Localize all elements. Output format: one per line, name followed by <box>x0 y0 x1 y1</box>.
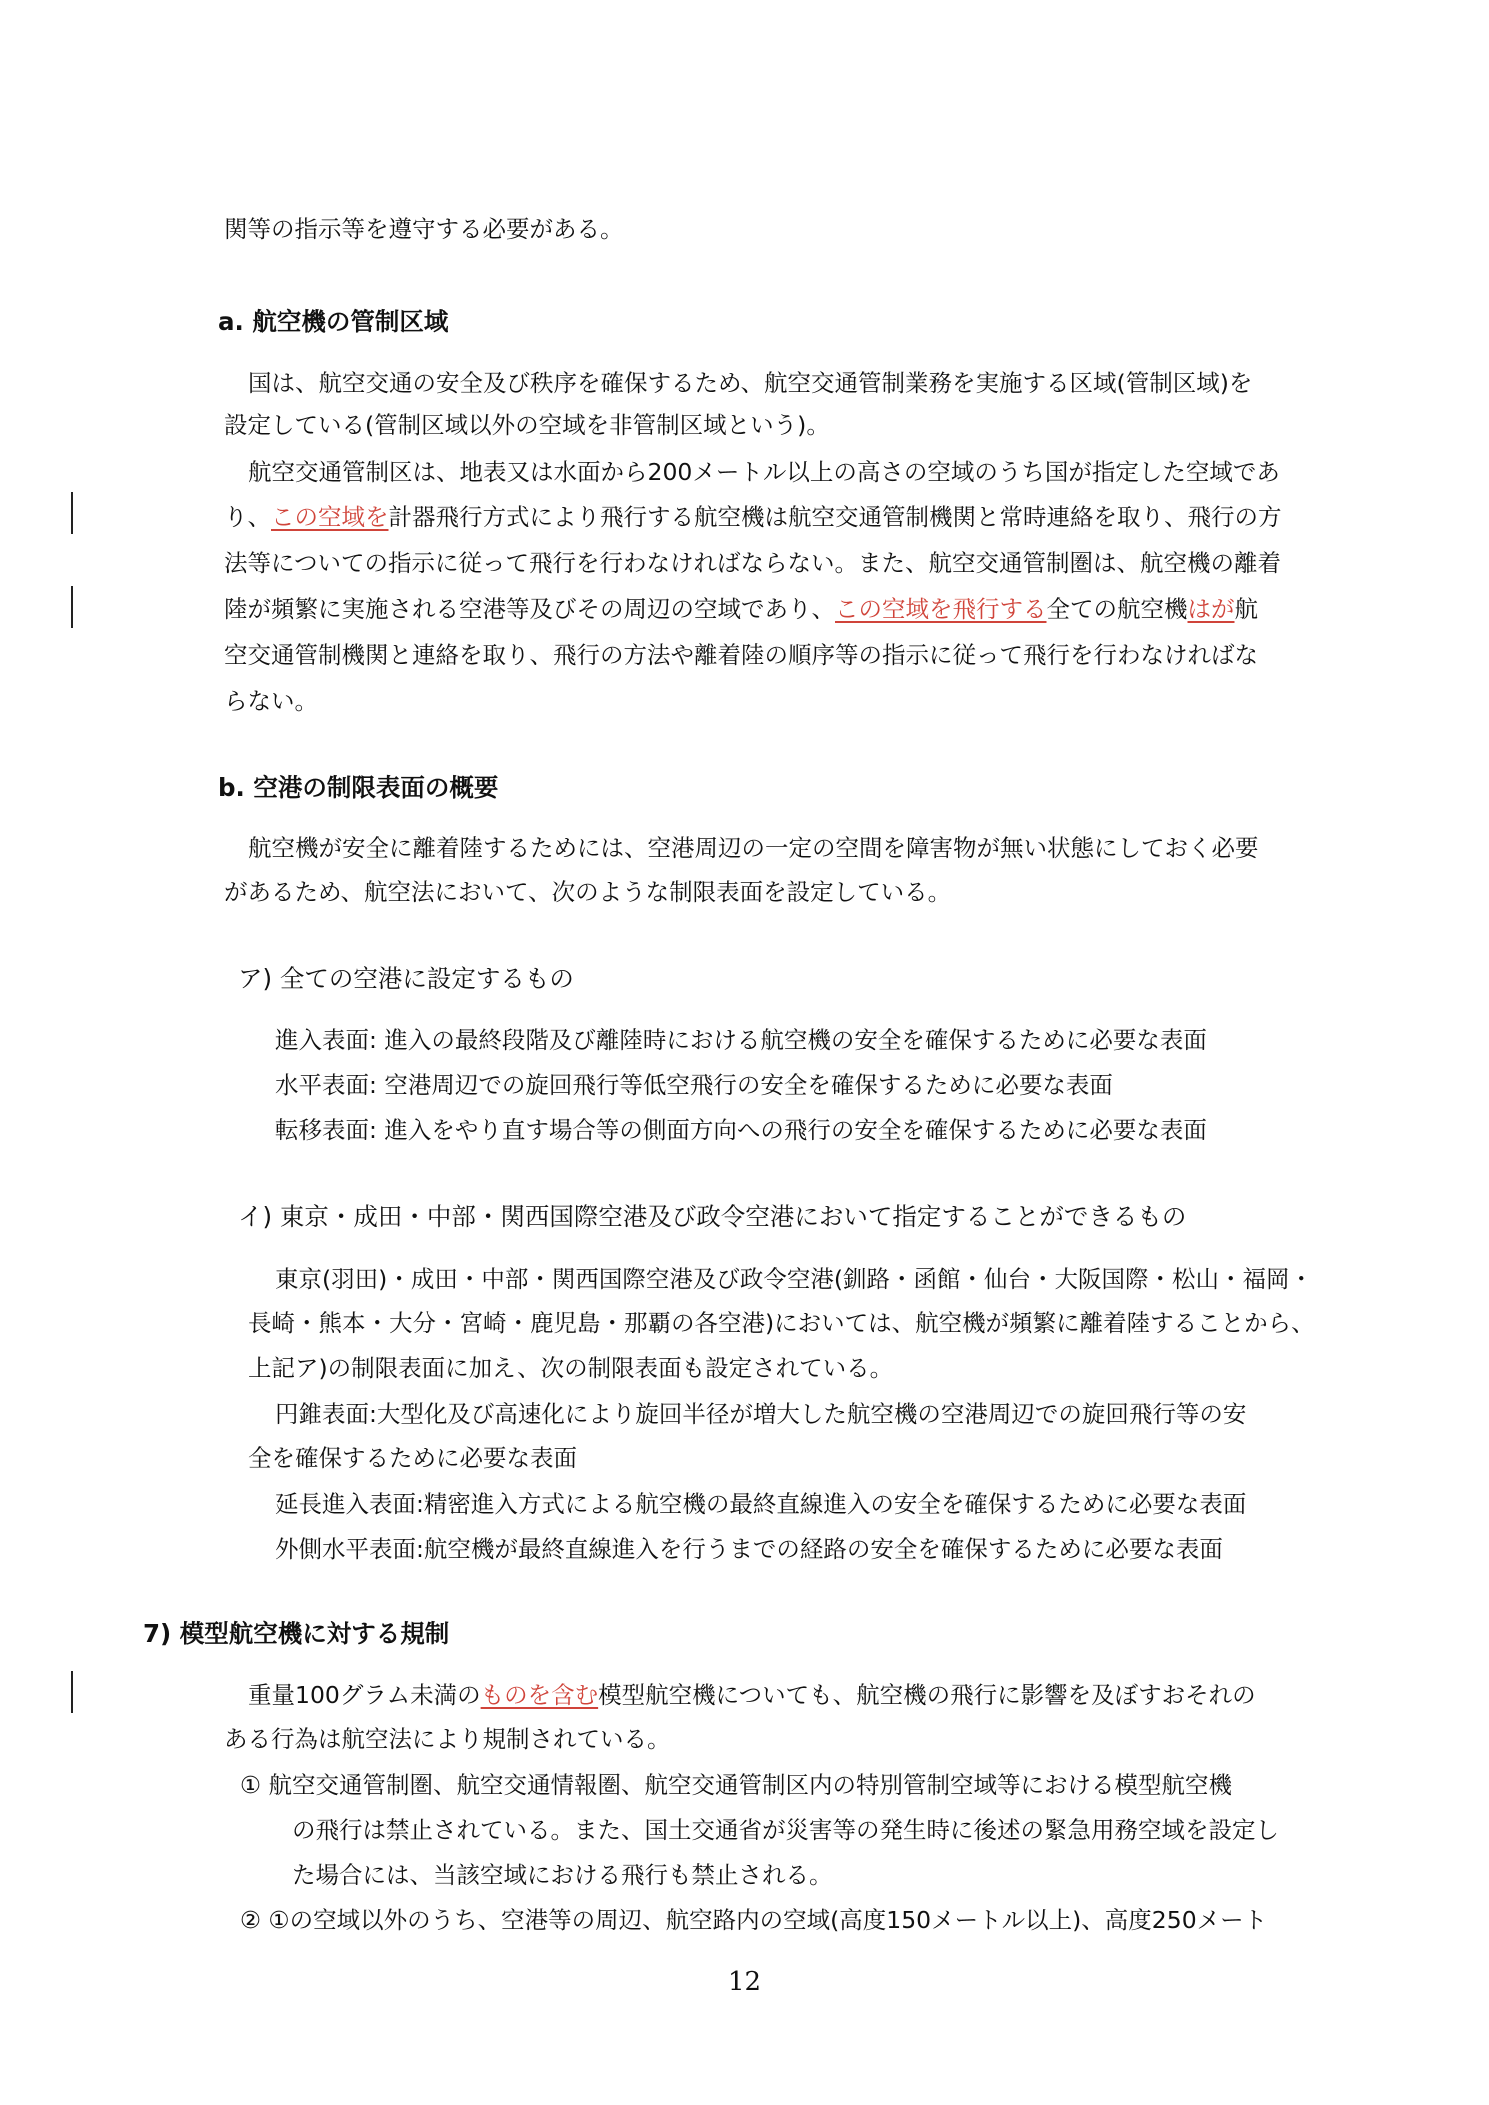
text-line: 空交通管制機関と連絡を取り、飛行の方法や離着陸の順序等の指示に従って飛行を行わなければな <box>224 641 1258 669</box>
text-line: があるため、航空法において、次のような制限表面を設定している。 <box>224 878 952 906</box>
text-line <box>248 1678 1256 1712</box>
section-heading-7: 7) 模型航空機に対する規制 <box>143 1619 450 1648</box>
revision-inserted-text: はが <box>1187 595 1235 623</box>
text-line <box>224 592 1258 626</box>
text-line: 東京(羽田)・成田・中部・関西国際空港及び政令空港(釧路・函館・仙台・大阪国際・松山・福岡・ <box>275 1265 1314 1293</box>
text-line: 法等についての指示に従って飛行を行わなければならない。また、航空交通管制圏は、航空機の離着 <box>224 549 1282 577</box>
text-segment: り、 <box>224 503 271 531</box>
revision-bar <box>71 1671 73 1713</box>
subheading-i: イ) 東京・成田・中部・関西国際空港及び政令空港において指定することができるもの <box>238 1202 1187 1231</box>
text-line: 設定している(管制区域以外の空域を非管制区域という)。 <box>224 411 830 439</box>
section-heading-a: a. 航空機の管制区域 <box>218 307 449 336</box>
text-segment: 模型航空機についても、航空機の飛行に影響を及ぼすおそれの <box>598 1681 1256 1709</box>
text-line: 全を確保するために必要な表面 <box>248 1444 577 1472</box>
list-item: 進入表面: 進入の最終段階及び離陸時における航空機の安全を確保するために必要な表面 <box>275 1026 1207 1054</box>
text-line: 円錐表面:大型化及び高速化により旋回半径が増大した航空機の空港周辺での旋回飛行等の安 <box>275 1400 1247 1428</box>
list-item: ① 航空交通管制圏、航空交通情報圏、航空交通管制区内の特別管制空域等における模型航空機 <box>240 1771 1233 1799</box>
text-line: 航空交通管制区は、地表又は水面から200メートル以上の高さの空域のうち国が指定した空域であ <box>248 458 1280 486</box>
text-line: らない。 <box>224 687 318 715</box>
text-line: ある行為は航空法により規制されている。 <box>224 1725 671 1753</box>
text-line: た場合には、当該空域における飛行も禁止される。 <box>292 1861 833 1889</box>
revision-inserted-text: この空域を <box>271 503 389 531</box>
text-line: 国は、航空交通の安全及び秩序を確保するため、航空交通管制業務を実施する区域(管制区域)を <box>248 369 1253 397</box>
list-item: ② ①の空域以外のうち、空港等の周辺、航空路内の空域(高度150メートル以上)、高度250メート <box>240 1906 1268 1934</box>
text-segment: 航 <box>1234 595 1258 623</box>
text-line: の飛行は禁止されている。また、国土交通省が災害等の発生時に後述の緊急用務空域を設定し <box>292 1816 1279 1844</box>
list-item: 水平表面: 空港周辺での旋回飛行等低空飛行の安全を確保するために必要な表面 <box>275 1071 1113 1099</box>
text-segment: 陸が頻繁に実施される空港等及びその周辺の空域であり、 <box>224 595 835 623</box>
list-item: 外側水平表面:航空機が最終直線進入を行うまでの経路の安全を確保するために必要な表面 <box>275 1535 1223 1563</box>
text-line: 上記ア)の制限表面に加え、次の制限表面も設定されている。 <box>248 1354 894 1382</box>
revision-bar <box>71 586 73 628</box>
text-line: 航空機が安全に離着陸するためには、空港周辺の一定の空間を障害物が無い状態にしておく必要 <box>248 834 1259 862</box>
text-segment: 計器飛行方式により飛行する航空機は航空交通管制機関と常時連絡を取り、飛行の方 <box>388 503 1282 531</box>
text-segment: 重量100グラム未満の <box>248 1681 481 1709</box>
list-item: 延長進入表面:精密進入方式による航空機の最終直線進入の安全を確保するために必要な表面 <box>275 1490 1247 1518</box>
section-heading-b: b. 空港の制限表面の概要 <box>218 773 499 802</box>
page-number: 12 <box>727 1967 762 1997</box>
revision-bar <box>71 492 73 534</box>
text-line: 長崎・熊本・大分・宮崎・鹿児島・那覇の各空港)においては、航空機が頻繁に離着陸することから、 <box>248 1309 1315 1337</box>
text-segment: 全ての航空機 <box>1046 595 1188 623</box>
revision-inserted-text: この空域を飛行する <box>835 595 1047 623</box>
revision-inserted-text: ものを含む <box>480 1681 599 1709</box>
text-line <box>224 500 1282 534</box>
subheading-a: ア) 全ての空港に設定するもの <box>238 964 574 993</box>
list-item: 転移表面: 進入をやり直す場合等の側面方向への飛行の安全を確保するために必要な表面 <box>275 1116 1207 1144</box>
text-line: 関等の指示等を遵守する必要がある。 <box>224 215 624 243</box>
